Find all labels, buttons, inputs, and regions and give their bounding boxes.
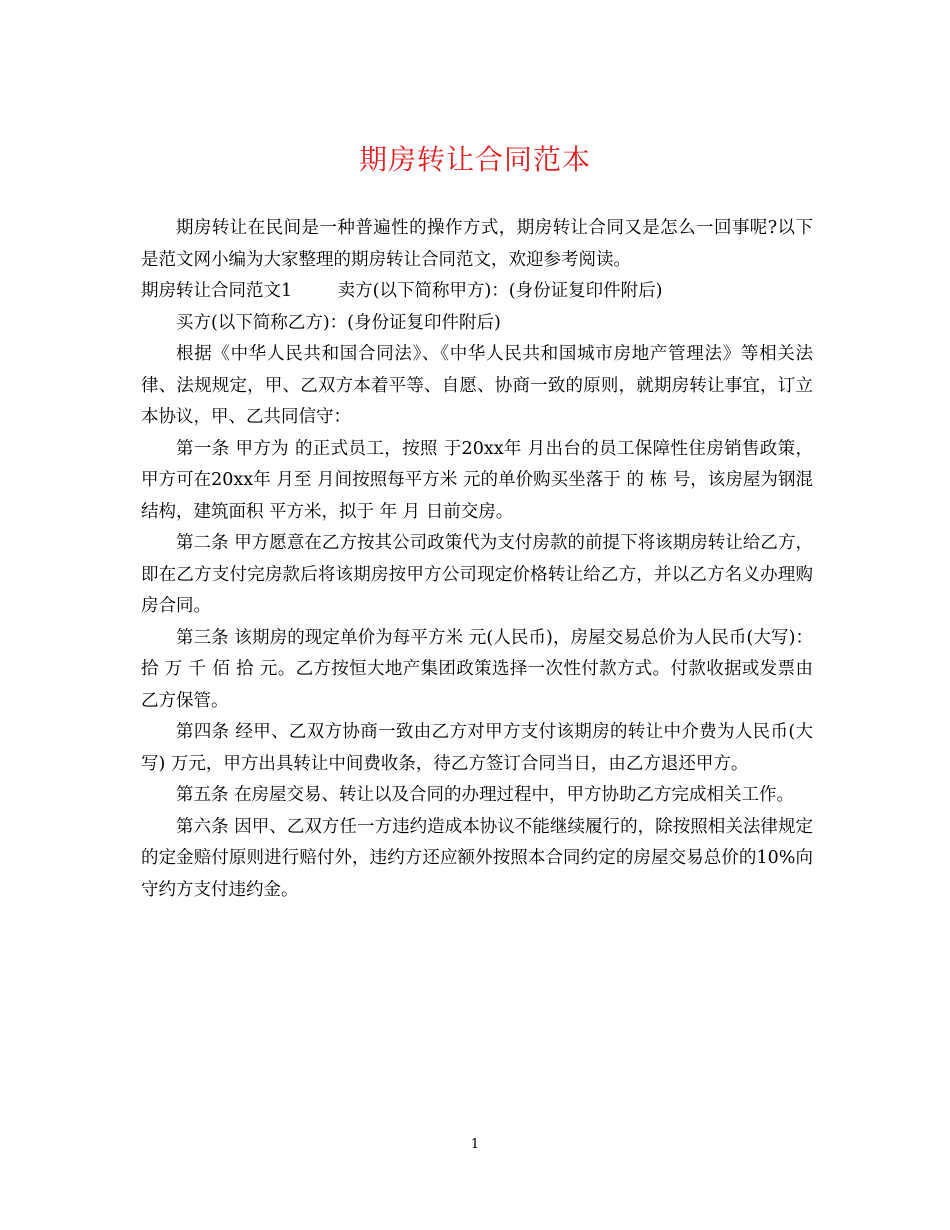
article-2: 第二条 甲方愿意在乙方按其公司政策代为支付房款的前提下将该期房转让给乙方，即在乙方支付完房款后将该期房按甲方公司现定价格转让给乙方，并以乙方名义办理购房合同。 [141, 533, 813, 616]
document-title: 期房转让合同范本 [358, 143, 591, 176]
page-number: 1 [470, 1137, 480, 1152]
document-body [141, 213, 813, 906]
article-6: 第六条 因甲、乙双方任一方违约造成本协议不能继续履行的，除按照相关法律规定的定金赔付原则进行赔付外，违约方还应额外按照本合同约定的房屋交易总价的10%向守约方支付违约金。 [141, 816, 813, 900]
buyer-line: 买方(以下简称乙方)：(身份证复印件附后) [176, 312, 501, 333]
article-5: 第五条 在房屋交易、转让以及合同的办理过程中，甲方协助乙方完成相关工作。 [176, 785, 795, 805]
intro-paragraph: 期房转让在民间是一种普遍性的操作方式，期房转让合同又是怎么一回事呢?以下是范文网小编为大家整理的期房转让合同范文，欢迎参考阅读。 [141, 218, 813, 270]
preamble-paragraph: 根据《中华人民共和国合同法》、《中华人民共和国城市房地产管理法》等相关法律、法规规定，甲、乙双方本着平等、自愿、协商一致的原则，就期房转让事宜，订立本协议，甲、乙共同信守： [141, 344, 813, 427]
sample-heading-line [141, 276, 813, 308]
article-3: 第三条 该期房的现定单价为每平方米 元(人民币)，房屋交易总价为人民币(大写)： 拾 万 千 佰 拾 元。乙方按恒大地产集团政策选择一次性付款方式。付款收据或发票由乙方保管。 [141, 627, 813, 711]
article-4: 第四条 经甲、乙双方协商一致由乙方对甲方支付该期房的转让中介费为人民币(大写) 万元，甲方出具转让中间费收条，待乙方签订合同当日，由乙方退还甲方。 [141, 722, 813, 774]
sample-heading: 期房转让合同范文1 [141, 281, 293, 301]
seller-line: 卖方(以下简称甲方)：(身份证复印件附后) [337, 281, 663, 301]
article-1: 第一条 甲方为 的正式员工，按照 于20xx年 月出台的员工保障性住房销售政策，甲方可在20xx年 月至 月间按照每平方米 元的单价购买坐落于 的 栋 号，该房屋为钢混结构，建筑面积 平方米，拟于 年 月 日前交房。 [141, 438, 813, 522]
